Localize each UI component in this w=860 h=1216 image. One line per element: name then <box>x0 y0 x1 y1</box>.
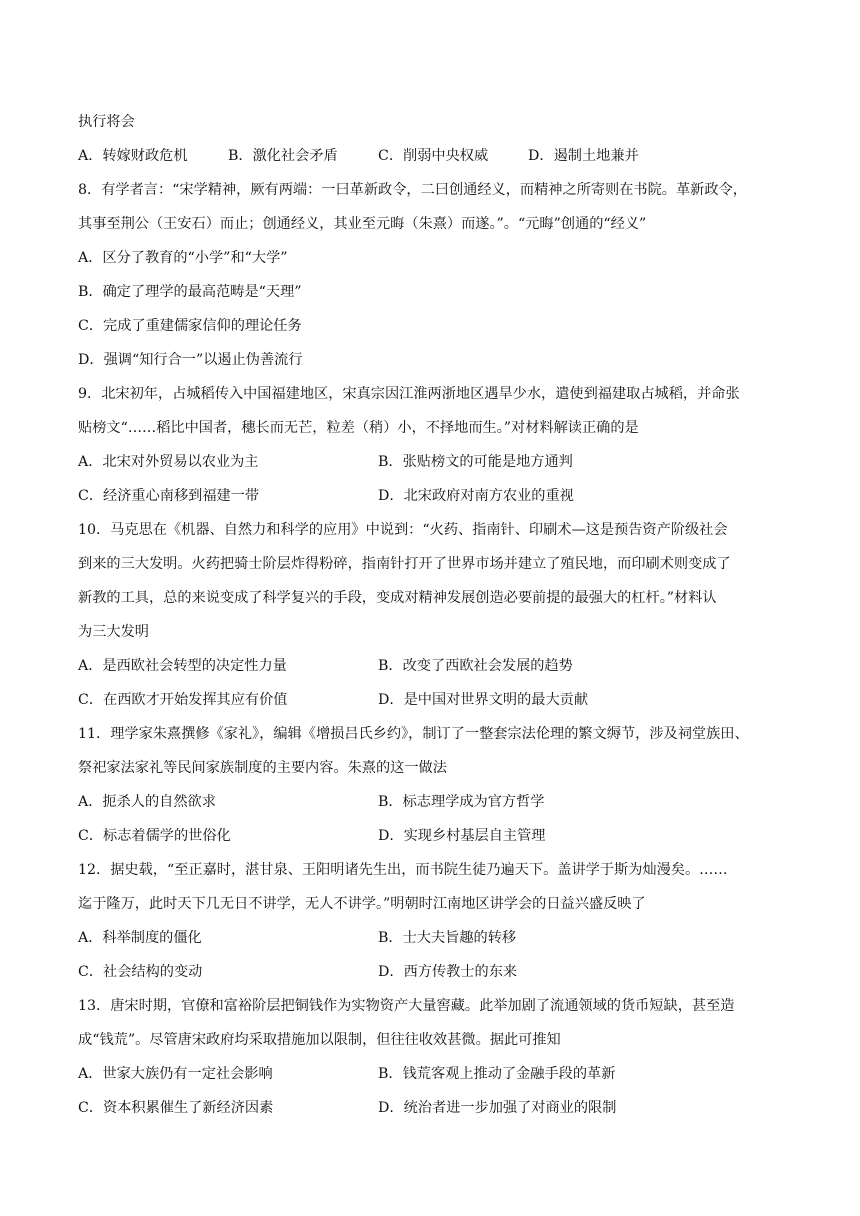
q13-stem-line-1: 13．唐宋时期，官僚和富裕阶层把铜钱作为实物资产大量窖藏。此举加剧了流通领域的货币短缺，甚至造 <box>78 998 735 1014</box>
q10-option-c: C．在西欧才开始发挥其应有价值 <box>78 692 288 708</box>
q10-option-b: B．改变了西欧社会发展的趋势 <box>378 658 573 674</box>
q12-option-c: C．社会结构的变动 <box>78 964 203 980</box>
q11-option-b: B．标志理学成为官方哲学 <box>378 794 545 810</box>
q10-stem-line-4: 为三大发明 <box>78 624 149 640</box>
q13-option-a: A．世家大族仍有一定社会影响 <box>78 1066 273 1082</box>
q13-option-d: D．统治者进一步加强了对商业的限制 <box>378 1100 617 1116</box>
q10-stem-line-3: 新教的工具，总的来说变成了科学复兴的手段，变成对精神发展创造必要前提的最强大的杠杆。”材料认 <box>78 590 717 606</box>
q11-option-d: D．实现乡村基层自主管理 <box>378 828 546 844</box>
q8-option-b: B．确定了理学的最高范畴是“天理” <box>78 284 302 300</box>
q7-option-d: D．遏制土地兼并 <box>528 148 639 164</box>
q8-option-c: C．完成了重建儒家信仰的理论任务 <box>78 318 302 334</box>
q13-option-b: B．钱荒客观上推动了金融手段的革新 <box>378 1066 616 1082</box>
q12-option-d: D．西方传教士的东来 <box>378 964 518 980</box>
q12-stem-line-1: 12．据史载，“至正嘉时，湛甘泉、王阳明诸先生出，而书院生徒乃遍天下。盖讲学于斯为灿漫矣。…… <box>78 862 728 878</box>
q13-option-c: C．资本积累催生了新经济因素 <box>78 1100 274 1116</box>
q8-option-a: A．区分了教育的“小学”和“大学” <box>78 250 288 266</box>
q7-option-a: A．转嫁财政危机 <box>78 148 188 164</box>
q7-stem-tail: 执行将会 <box>78 114 135 130</box>
q13-stem-line-2: 成“钱荒”。尽管唐宋政府均采取措施加以限制，但往往收效甚微。据此可推知 <box>78 1032 561 1048</box>
q11-option-c: C．标志着儒学的世俗化 <box>78 828 231 844</box>
q9-option-a: A．北宋对外贸易以农业为主 <box>78 454 259 470</box>
q8-stem-line-2: 其事至荆公（王安石）而止；创通经义，其业至元晦（朱熹）而遂。”。“元晦”创通的“经义” <box>78 216 647 232</box>
q9-option-b: B．张贴榜文的可能是地方通判 <box>378 454 573 470</box>
q9-stem-line-1: 9．北宋初年，占城稻传入中国福建地区，宋真宗因江淮两浙地区遇旱少水，遣使到福建取占城稻，并命张 <box>78 386 740 402</box>
q7-option-b: B．激化社会矛盾 <box>228 148 338 164</box>
q12-stem-line-2: 迄于隆万，此时天下几无日不讲学，无人不讲学。”明朝时江南地区讲学会的日益兴盛反映了 <box>78 896 646 912</box>
q9-option-d: D．北宋政府对南方农业的重视 <box>378 488 574 504</box>
q9-option-c: C．经济重心南移到福建一带 <box>78 488 260 504</box>
q12-option-a: A．科举制度的僵化 <box>78 930 202 946</box>
q11-option-a: A．扼杀人的自然欲求 <box>78 794 216 810</box>
q10-option-a: A．是西欧社会转型的决定性力量 <box>78 658 287 674</box>
q12-option-b: B．士大夫旨趣的转移 <box>378 930 517 946</box>
q8-stem-line-1: 8．有学者言：“宋学精神，厥有两端：一曰革新政令，二曰创通经义，而精神之所寄则在书院。革新政令， <box>78 182 747 198</box>
q11-stem-line-2: 祭祀家法家礼等民间家族制度的主要内容。朱熹的这一做法 <box>78 760 447 776</box>
q10-stem-line-2: 到来的三大发明。火药把骑士阶层炸得粉碎，指南针打开了世界市场并建立了殖民地，而印刷术则变成了 <box>78 556 731 572</box>
q10-option-d: D．是中国对世界文明的最大贡献 <box>378 692 589 708</box>
q8-option-d: D．强调“知行合一”以遏止伪善流行 <box>78 352 303 368</box>
q7-option-c: C．削弱中央权威 <box>378 148 489 164</box>
q10-stem-line-1: 10．马克思在《机器、自然力和科学的应用》中说到：“火药、指南针、印刷术—这是预告资产阶级社会 <box>78 522 728 538</box>
q9-stem-line-2: 贴榜文“……稻比中国者，穗长而无芒，粒差（稍）小，不择地而生。”对材料解读正确的是 <box>78 420 639 436</box>
q11-stem-line-1: 11．理学家朱熹撰修《家礼》，编辑《增损吕氏乡约》，制订了一整套宗法伦理的繁文缛节，涉及祠堂族田、 <box>78 726 749 742</box>
